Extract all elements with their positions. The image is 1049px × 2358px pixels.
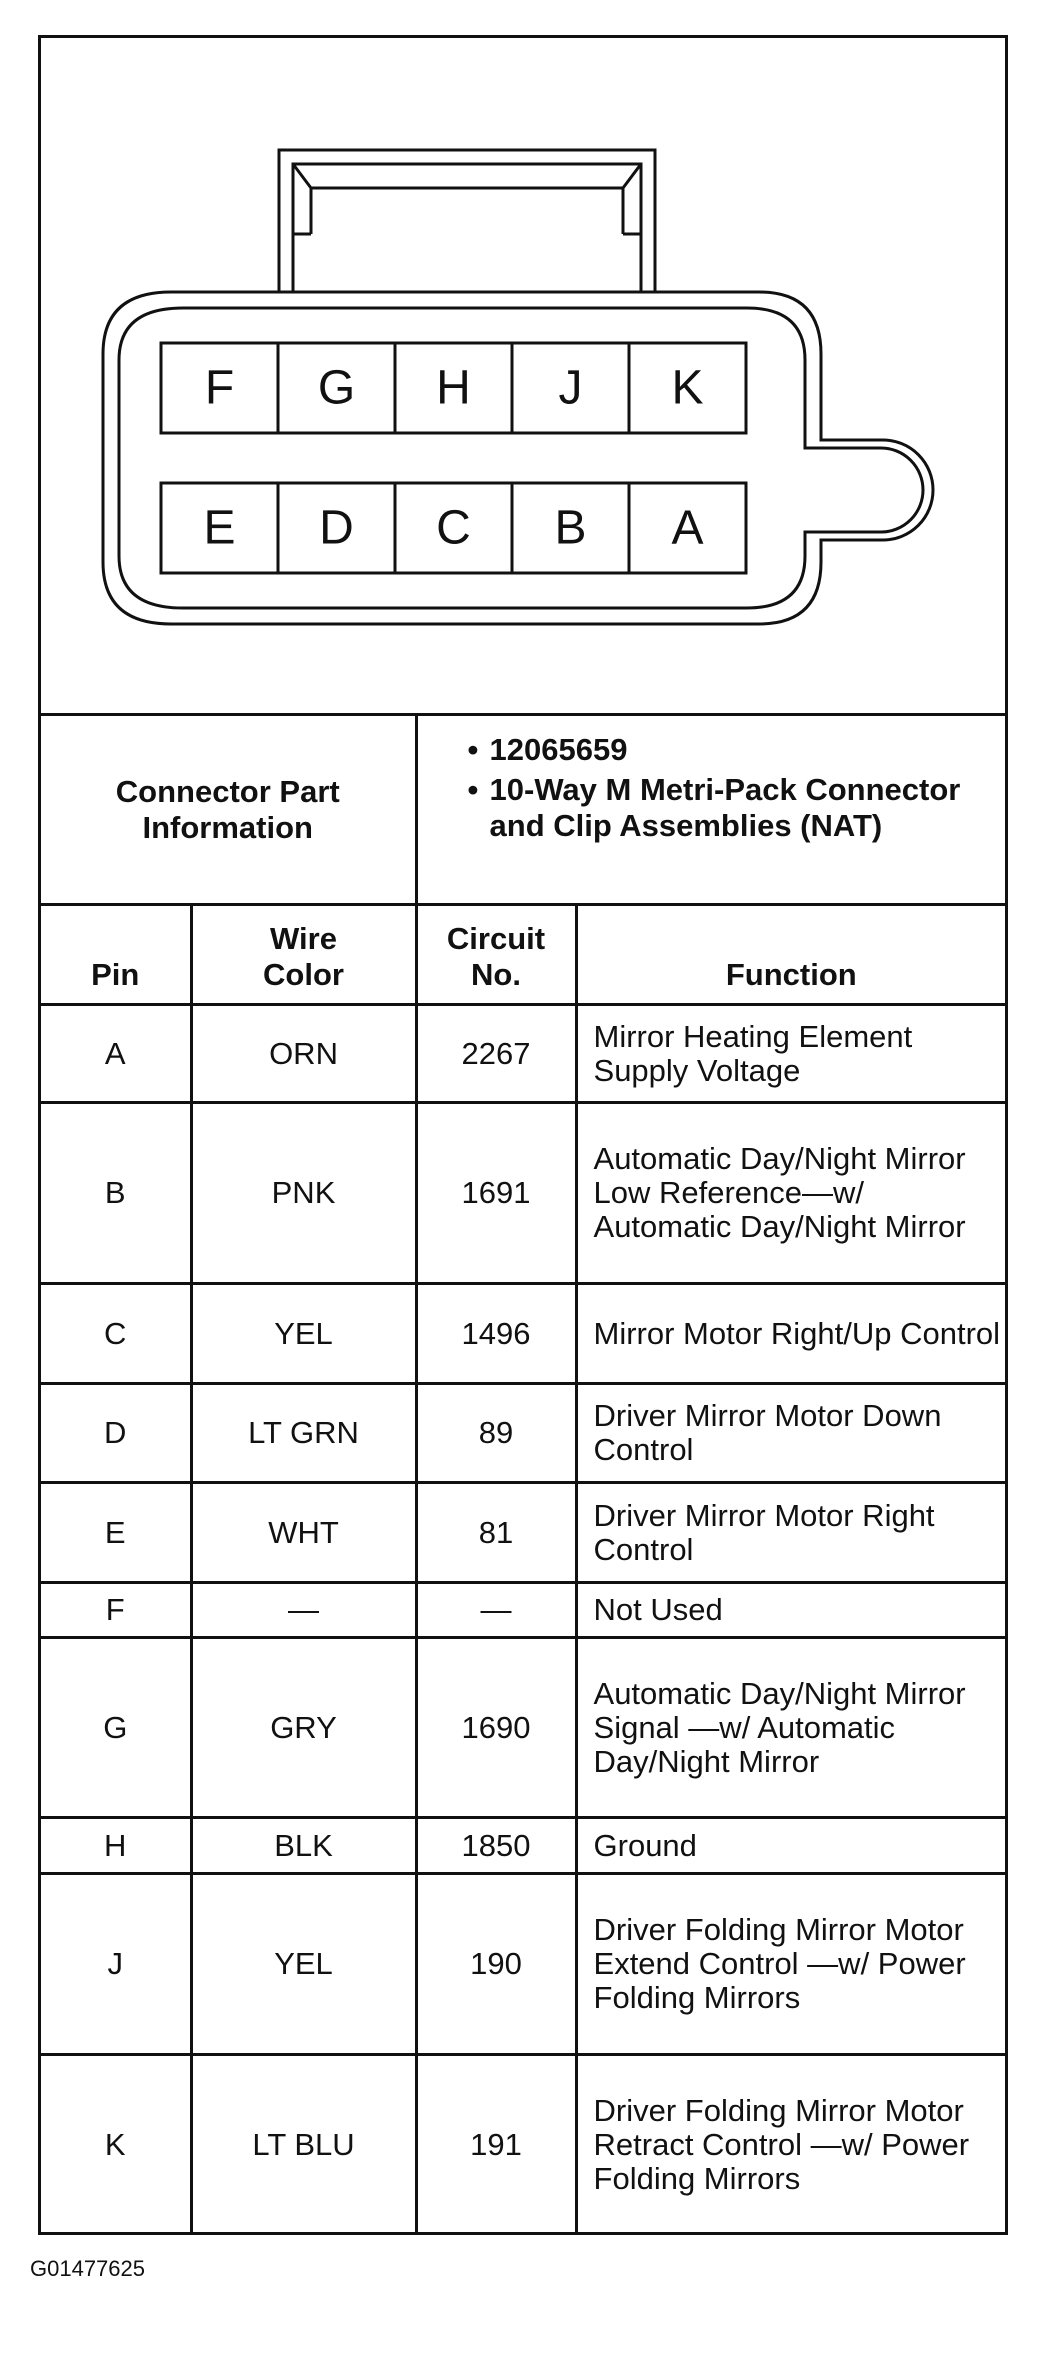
function-cell: Mirror Heating Element Supply Voltage	[576, 1005, 1005, 1103]
connector-drawing	[41, 38, 1005, 714]
table-row-pin-b	[41, 1103, 1005, 1284]
function-cell: Mirror Motor Right/Up Control	[576, 1284, 1005, 1384]
wire-color-cell: BLK	[191, 1818, 416, 1874]
function-cell: Driver Mirror Motor Right Control	[576, 1483, 1005, 1583]
connector-pinout-table	[41, 713, 1005, 2235]
pin-label-g: G	[317, 361, 356, 415]
part-info-label-line1: Connector Part	[115, 773, 340, 809]
pin-cell: A	[41, 1005, 191, 1103]
diagram-frame	[38, 35, 1008, 2235]
function-cell: Driver Folding Mirror Motor Extend Control —w/ Power Folding Mirrors	[576, 1874, 1005, 2055]
table-row-pin-e	[41, 1483, 1005, 1583]
pin-cell: K	[41, 2055, 191, 2235]
pin-label-e: E	[203, 501, 236, 555]
header-circuit-line1: Circuit	[446, 921, 546, 956]
pin-label-h: H	[436, 361, 471, 415]
part-info-details	[416, 715, 1005, 905]
header-wire-color-line1: Wire	[270, 921, 337, 956]
function-cell: Automatic Day/Night Mirror Low Reference—w/ Automatic Day/Night Mirror	[576, 1103, 1005, 1284]
circuit-cell: 1690	[416, 1638, 576, 1818]
figure-id: G01477625	[30, 2256, 145, 2281]
header-function-label: Function	[725, 957, 857, 992]
pin-label-f: F	[204, 361, 235, 415]
wire-color-cell: WHT	[191, 1483, 416, 1583]
function-cell: Driver Folding Mirror Motor Retract Control —w/ Power Folding Mirrors	[576, 2055, 1005, 2235]
wire-color-cell: LT BLU	[191, 2055, 416, 2235]
header-pin	[41, 905, 191, 1005]
table-row-pin-h	[41, 1818, 1005, 1874]
pin-cell: B	[41, 1103, 191, 1284]
pin-label-b: B	[554, 501, 587, 555]
pin-label-c: C	[436, 501, 471, 555]
circuit-cell: 89	[416, 1384, 576, 1483]
table-row-pin-j	[41, 1874, 1005, 2055]
circuit-cell: 1691	[416, 1103, 576, 1284]
wire-color-cell: PNK	[191, 1103, 416, 1284]
part-info-list	[468, 732, 996, 844]
pin-cell: J	[41, 1874, 191, 2055]
circuit-cell: —	[416, 1583, 576, 1638]
wire-color-cell: ORN	[191, 1005, 416, 1103]
table-row-pin-k	[41, 2055, 1005, 2235]
connector-description: • 10-Way M Metri-Pack Connector and Clip Assemblies (NAT)	[490, 772, 996, 844]
part-number: • 12065659	[490, 732, 996, 768]
pin-label-d: D	[319, 501, 354, 555]
pin-cell: C	[41, 1284, 191, 1384]
wire-color-cell: YEL	[191, 1874, 416, 2055]
wire-color-cell: YEL	[191, 1284, 416, 1384]
table-row-pin-c	[41, 1284, 1005, 1384]
pin-label-a: A	[671, 501, 704, 555]
header-pin-label: Pin	[91, 957, 140, 992]
wire-color-cell: —	[191, 1583, 416, 1638]
header-circuit-line2: No.	[471, 957, 521, 992]
table-row-pin-d	[41, 1384, 1005, 1483]
pin-cell: D	[41, 1384, 191, 1483]
wire-color-cell: GRY	[191, 1638, 416, 1818]
circuit-cell: 1496	[416, 1284, 576, 1384]
pin-cell: G	[41, 1638, 191, 1818]
table-header-row	[41, 905, 1005, 1005]
pin-label-k: K	[671, 361, 704, 415]
function-cell: Ground	[576, 1818, 1005, 1874]
part-info-row	[41, 715, 1005, 905]
part-info-label-line2: Information	[142, 809, 313, 845]
pin-label-j: J	[558, 361, 583, 415]
connector-latch	[279, 150, 655, 292]
header-function	[576, 905, 1005, 1005]
function-cell: Not Used	[576, 1583, 1005, 1638]
circuit-cell: 1850	[416, 1818, 576, 1874]
pin-cell: H	[41, 1818, 191, 1874]
pin-cell: F	[41, 1583, 191, 1638]
circuit-cell: 190	[416, 1874, 576, 2055]
function-cell: Driver Mirror Motor Down Control	[576, 1384, 1005, 1483]
header-wire-color	[191, 905, 416, 1005]
circuit-cell: 191	[416, 2055, 576, 2235]
part-info-label	[41, 715, 416, 905]
table-row-pin-a	[41, 1005, 1005, 1103]
header-wire-color-line2: Color	[263, 957, 344, 992]
pin-cell: E	[41, 1483, 191, 1583]
table-row-pin-g	[41, 1638, 1005, 1818]
function-cell: Automatic Day/Night Mirror Signal —w/ Automatic Day/Night Mirror	[576, 1638, 1005, 1818]
connector-face-view	[41, 38, 1005, 714]
table-row-pin-f	[41, 1583, 1005, 1638]
circuit-cell: 2267	[416, 1005, 576, 1103]
circuit-cell: 81	[416, 1483, 576, 1583]
header-circuit-no	[416, 905, 576, 1005]
wire-color-cell: LT GRN	[191, 1384, 416, 1483]
